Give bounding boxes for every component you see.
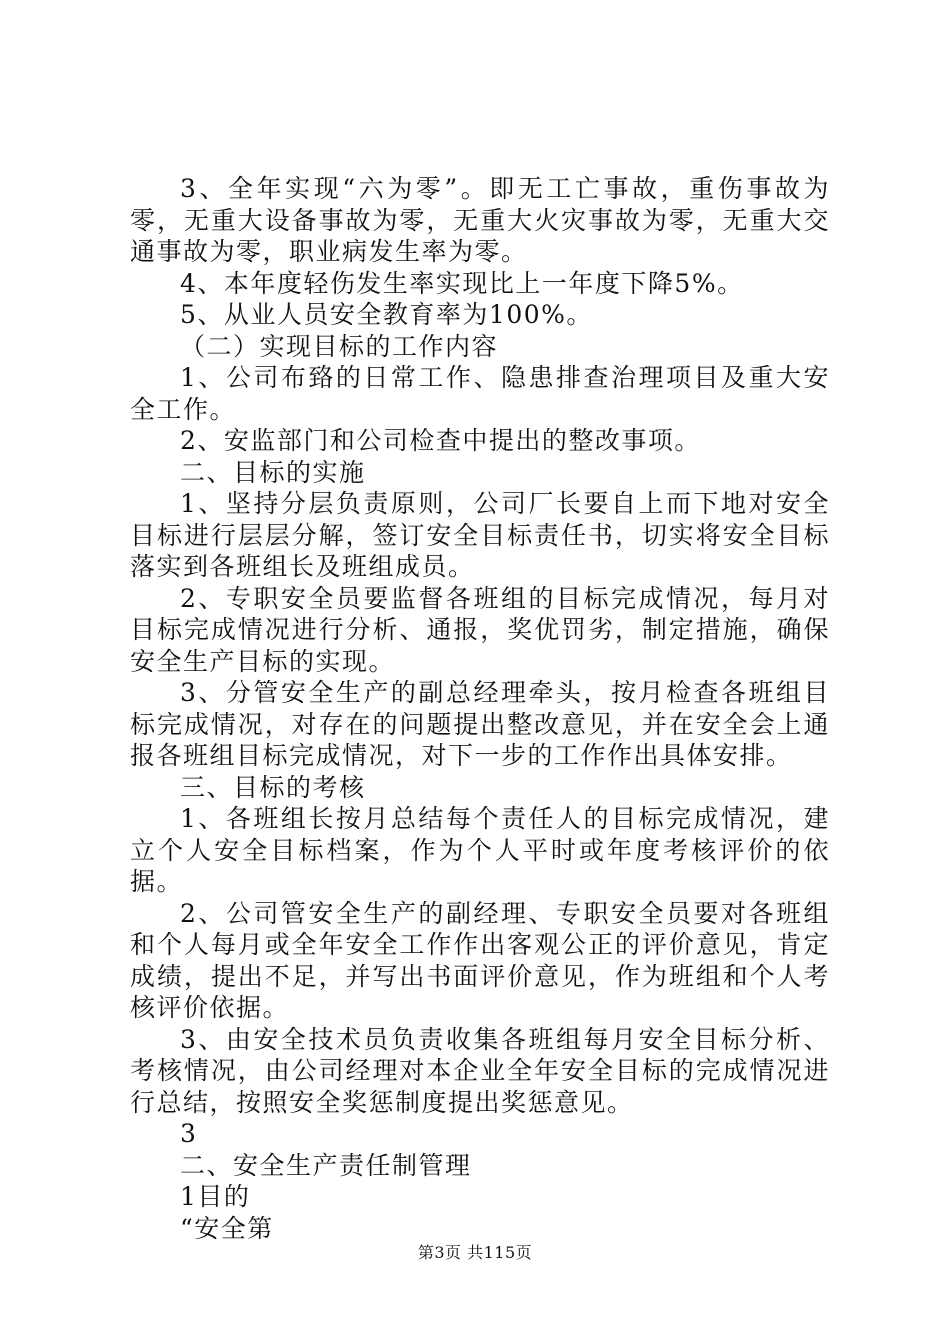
paragraph-daily-work: 1、公司布臵的日常工作、隐患排查治理项目及重大安全工作。 — [130, 363, 830, 424]
section-heading-implementation: 二、目标的实施 — [180, 457, 366, 487]
subheading-purpose: 1目的 — [180, 1182, 251, 1211]
paragraph-safety-first-fragment: “安全第 — [180, 1213, 274, 1243]
paragraph-evaluation-opinion: 2、公司管安全生产的副经理、专职安全员要对各班组和个人每月或全年安全工作作出客观公正的评价意见，肯定成绩，提出不足，并写出书面评价意见，作为班组和个人考核评价依据。 — [130, 898, 830, 1022]
paragraph-goal-six-zero: 3、全年实现“六为零”。即无工亡事故，重伤事故为零，无重大设备事故为零，无重大火灾事故为零，无重大交通事故为零，职业病发生率为零。 — [130, 174, 830, 266]
paragraph-layered-responsibility: 1、坚持分层负责原则，公司厂长要自上而下地对安全目标进行层层分解，签订安全目标责任书，切实将安全目标落实到各班组长及班组成员。 — [130, 489, 830, 581]
document-body — [130, 173, 830, 1244]
paragraph-technician-collection: 3、由安全技术员负责收集各班组每月安全目标分析、考核情况，由公司经理对本企业全年安全目标的完成情况进行总结，按照安全奖惩制度提出奖惩意见。 — [130, 1024, 830, 1117]
page-footer: 第3页 共115页 — [417, 1243, 533, 1262]
paragraph-deputy-manager-check: 3、分管安全生产的副总经理牵头，按月检查各班组目标完成情况，对存在的问题提出整改意见，并在安全会上通报各班组目标完成情况，对下一步的工作作出具体安排。 — [130, 678, 830, 770]
paragraph-minor-injury-rate: 4、本年度轻伤发生率实现比上一年度下降5%。 — [180, 268, 744, 298]
section-heading-work-content: （二）实现目标的工作内容 — [180, 331, 499, 361]
paragraph-education-rate: 5、从业人员安全教育率为100%。 — [180, 300, 593, 329]
section-heading-assessment: 三、目标的考核 — [180, 772, 366, 802]
section-heading-responsibility-system: 二、安全生产责任制管理 — [180, 1150, 472, 1180]
paragraph-safety-officer-supervision: 2、专职安全员要监督各班组的目标完成情况，每月对目标完成情况进行分析、通报，奖优罚劣，制定措施，确保安全生产目标的实现。 — [130, 583, 830, 676]
paragraph-rectification-items: 2、安监部门和公司检查中提出的整改事项。 — [180, 426, 701, 455]
paragraph-team-leader-summary: 1、各班组长按月总结每个责任人的目标完成情况，建立个人安全目标档案，作为个人平时或年度考核评价的依据。 — [130, 804, 830, 896]
paragraph-number-marker: 3 — [180, 1119, 198, 1148]
